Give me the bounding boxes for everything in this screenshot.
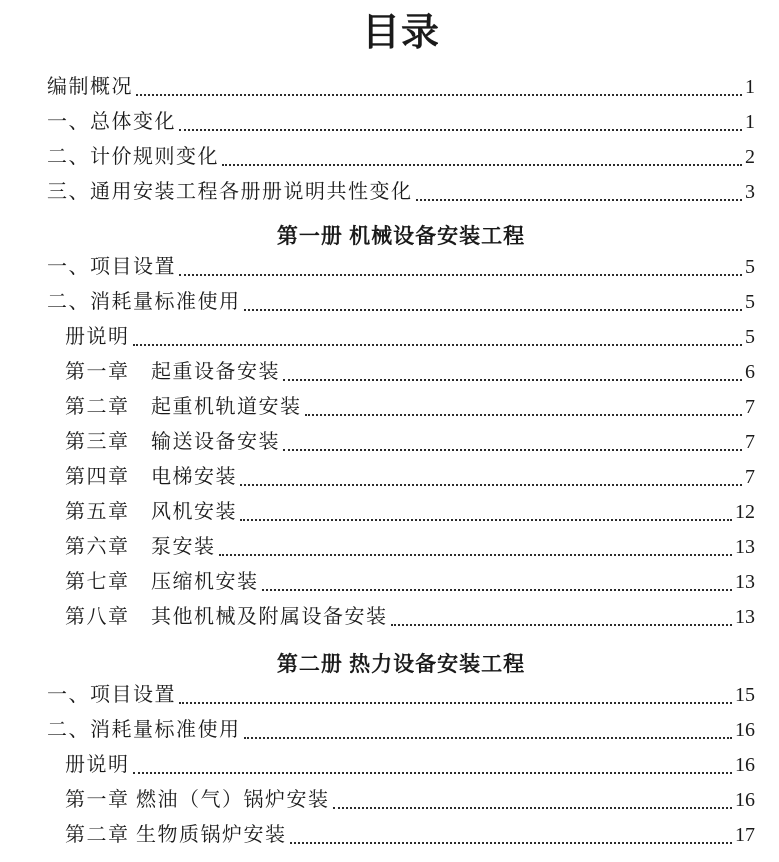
toc	[47, 70, 755, 853]
page-number: 5	[745, 256, 755, 278]
dot-leader	[262, 589, 733, 591]
toc-entry-text: 二、消耗量标准使用	[47, 291, 241, 313]
toc-entry-text: 第三章 输送设备安装	[65, 431, 280, 453]
toc-entry[interactable]	[65, 600, 755, 635]
page-number: 7	[745, 431, 755, 453]
toc-entry[interactable]	[47, 105, 755, 140]
toc-entry-text: 册说明	[65, 754, 130, 776]
toc-entry[interactable]	[47, 140, 755, 175]
toc-entry-text: 第七章 压缩机安装	[65, 571, 259, 593]
section-heading: 第二册 热力设备安装工程	[276, 652, 526, 676]
page-title: 目录	[361, 12, 440, 54]
dot-leader	[305, 414, 743, 416]
dot-leader	[179, 702, 732, 704]
toc-entry-text: 一、项目设置	[47, 256, 176, 278]
dot-leader	[416, 199, 743, 201]
dot-leader	[391, 624, 733, 626]
page-number: 16	[735, 754, 755, 776]
toc-entry[interactable]	[47, 678, 755, 713]
page-number: 17	[735, 824, 755, 846]
page-number: 6	[745, 361, 755, 383]
page-number: 13	[735, 536, 755, 558]
toc-entry-text: 二、计价规则变化	[47, 146, 219, 168]
toc-entry[interactable]	[47, 70, 755, 105]
toc-entry-text: 第二章 生物质锅炉安装	[65, 824, 287, 846]
toc-entry-text: 第二章 起重机轨道安装	[65, 396, 302, 418]
toc-entry-text: 册说明	[65, 326, 130, 348]
toc-entry-text: 第四章 电梯安装	[65, 466, 237, 488]
page-number: 1	[745, 76, 755, 98]
toc-entry[interactable]	[47, 175, 755, 210]
page-number: 16	[735, 789, 755, 811]
page-number: 16	[735, 719, 755, 741]
toc-entry[interactable]	[65, 390, 755, 425]
toc-entry-text: 二、消耗量标准使用	[47, 719, 241, 741]
page-number: 12	[735, 501, 755, 523]
toc-entry[interactable]	[65, 425, 755, 460]
page-number: 13	[735, 606, 755, 628]
toc-entry[interactable]	[65, 495, 755, 530]
toc-entry-text: 第六章 泵安装	[65, 536, 216, 558]
toc-entry[interactable]	[65, 320, 755, 355]
toc-entry-text: 一、项目设置	[47, 684, 176, 706]
page-number: 13	[735, 571, 755, 593]
dot-leader	[133, 772, 733, 774]
toc-entry[interactable]	[65, 818, 755, 853]
dot-leader	[244, 737, 733, 739]
dot-leader	[133, 344, 743, 346]
toc-entry[interactable]	[65, 565, 755, 600]
toc-entry[interactable]	[65, 530, 755, 565]
page-number: 5	[745, 291, 755, 313]
toc-entry-text: 第一章 起重设备安装	[65, 361, 280, 383]
dot-leader	[240, 519, 732, 521]
dot-leader	[290, 842, 733, 844]
page-number: 3	[745, 181, 755, 203]
toc-entry-text: 第五章 风机安装	[65, 501, 237, 523]
dot-leader	[244, 309, 743, 311]
page-number: 5	[745, 326, 755, 348]
page-number: 1	[745, 111, 755, 133]
toc-entry[interactable]	[65, 783, 755, 818]
toc-entry-text: 编制概况	[47, 76, 133, 98]
page-number: 15	[735, 684, 755, 706]
dot-leader	[136, 94, 742, 96]
dot-leader	[219, 554, 733, 556]
dot-leader	[333, 807, 733, 809]
toc-entry[interactable]	[65, 460, 755, 495]
toc-entry[interactable]	[47, 250, 755, 285]
page-number: 7	[745, 396, 755, 418]
toc-entry[interactable]	[47, 713, 755, 748]
dot-leader	[179, 274, 742, 276]
toc-entry[interactable]	[65, 355, 755, 390]
toc-entry-text: 三、通用安装工程各册册说明共性变化	[47, 181, 413, 203]
dot-leader	[283, 379, 742, 381]
dot-leader	[283, 449, 742, 451]
toc-entry-text: 第一章 燃油（气）锅炉安装	[65, 789, 330, 811]
page-number: 7	[745, 466, 755, 488]
section-heading: 第一册 机械设备安装工程	[276, 224, 526, 248]
toc-entry[interactable]	[65, 748, 755, 783]
toc-entry-text: 一、总体变化	[47, 111, 176, 133]
dot-leader	[179, 129, 742, 131]
toc-entry-text: 第八章 其他机械及附属设备安装	[65, 606, 388, 628]
dot-leader	[240, 484, 742, 486]
dot-leader	[222, 164, 742, 166]
page-number: 2	[745, 146, 755, 168]
toc-entry[interactable]	[47, 285, 755, 320]
